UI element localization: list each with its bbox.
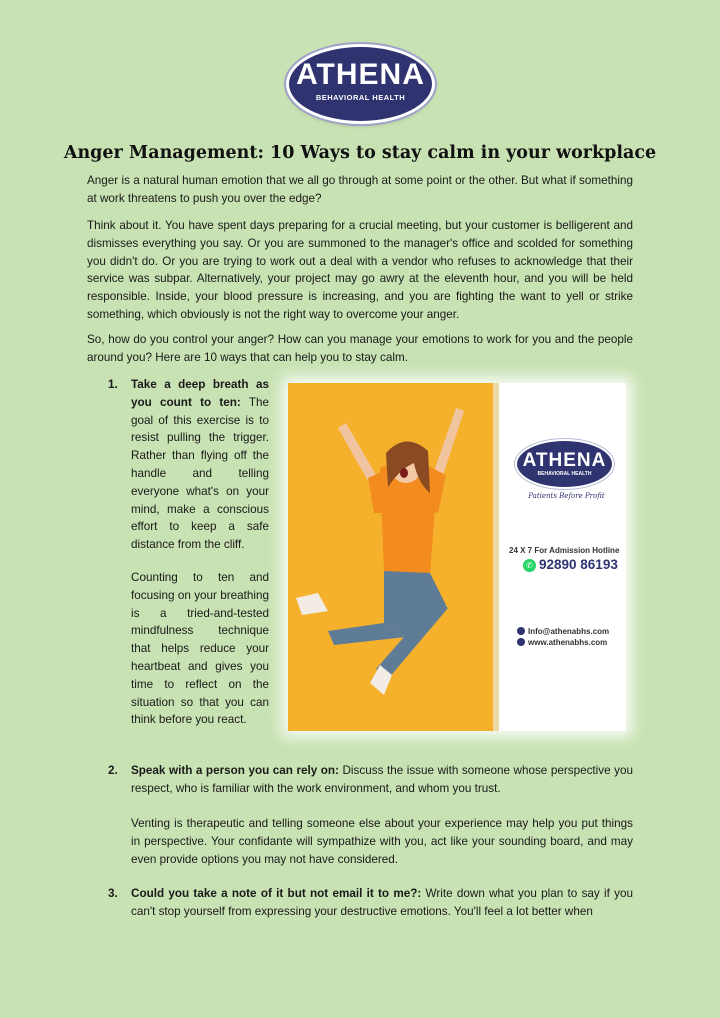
ad-email-row bbox=[517, 627, 609, 636]
email-icon bbox=[517, 627, 525, 635]
item-1-text bbox=[131, 376, 269, 554]
item-1-body: The goal of this exercise is to resist pulling the trigger. Rather than flying off the handle and telling everyone what's on your mind, make a conscious effort to keep a safe distance from the cliff. bbox=[131, 395, 269, 552]
logo-brand: ATHENA bbox=[296, 58, 425, 91]
ad-logo bbox=[517, 441, 612, 487]
ad-tagline: Patients Before Profit bbox=[528, 492, 605, 500]
item-2-body: Discuss the issue with someone whose perspective you respect, who is familiar with the work environment, and whom you trust. bbox=[131, 764, 633, 795]
globe-icon bbox=[517, 638, 525, 646]
item-3-text bbox=[131, 885, 633, 921]
promo-image bbox=[288, 383, 626, 731]
article-title: Anger Management: 10 Ways to stay calm in your workplace bbox=[63, 143, 657, 163]
ad-logo-subtitle: BEHAVIORAL HEALTH bbox=[537, 471, 592, 477]
ad-logo-brand: ATHENA bbox=[522, 450, 607, 471]
item-3-number: 3. bbox=[108, 887, 118, 900]
item-3-heading: Could you take a note of it but not email it to me?: bbox=[131, 887, 422, 900]
intro-paragraph: Anger is a natural human emotion that we all go through at some point or the other. But what if something at work threatens to push you over the edge? bbox=[87, 174, 633, 205]
athena-logo bbox=[289, 47, 432, 121]
ad-phone-number: 92890 86193 bbox=[539, 557, 618, 572]
item-2-extra: Venting is therapeutic and telling someone else about your experience may help you put things in perspective. Your confidante will sympathize with you, act like your sounding board, and may even provide options you may not have considered. bbox=[131, 817, 633, 866]
ad-hotline-label: 24 X 7 For Admission Hotline bbox=[509, 546, 620, 555]
item-1-extra: Counting to ten and focusing on your breathing is a tried-and-tested mindfulness technique that helps reduce your heartbeat and gives you time to reflect on the situation so that you can think before you react. bbox=[131, 571, 269, 727]
ad-website-row bbox=[517, 638, 607, 647]
item-2-text bbox=[131, 762, 633, 798]
item-1-heading: Take a deep breath as you count to ten: bbox=[131, 378, 269, 409]
context-paragraph: Think about it. You have spent days preparing for a crucial meeting, but your customer is belligerent and dismisses everything you say. Or you are summoned to the manager's office and scolded for something you didn't do. Or you are trying to work out a deal with a vendor who refuses to acknowledge that their service was subpar. Alternatively, your project may go awry at the eleventh hour, and you will be held responsible. Inside, your blood pressure is increasing, and you are fighting the want to yell or strike something, which obviously is not the right way to overcome your anger. bbox=[87, 219, 633, 321]
logo-subtitle: BEHAVIORAL HEALTH bbox=[315, 93, 406, 102]
question-paragraph: So, how do you control your anger? How can you manage your emotions to work for you and the people around you? Here are 10 ways that can help you to stay calm. bbox=[87, 333, 633, 364]
item-2-number: 2. bbox=[108, 764, 118, 777]
item-2-heading: Speak with a person you can rely on: bbox=[131, 764, 339, 777]
whatsapp-icon: ✆ bbox=[523, 559, 536, 572]
item-3-body: Write down what you plan to say if you can't stop yourself from expressing your destructive emotions. You'll feel a lot better when bbox=[131, 887, 633, 918]
ad-website: www.athenabhs.com bbox=[528, 638, 608, 647]
item-1-number: 1. bbox=[108, 378, 118, 391]
ad-email: Info@athenabhs.com bbox=[528, 627, 610, 636]
